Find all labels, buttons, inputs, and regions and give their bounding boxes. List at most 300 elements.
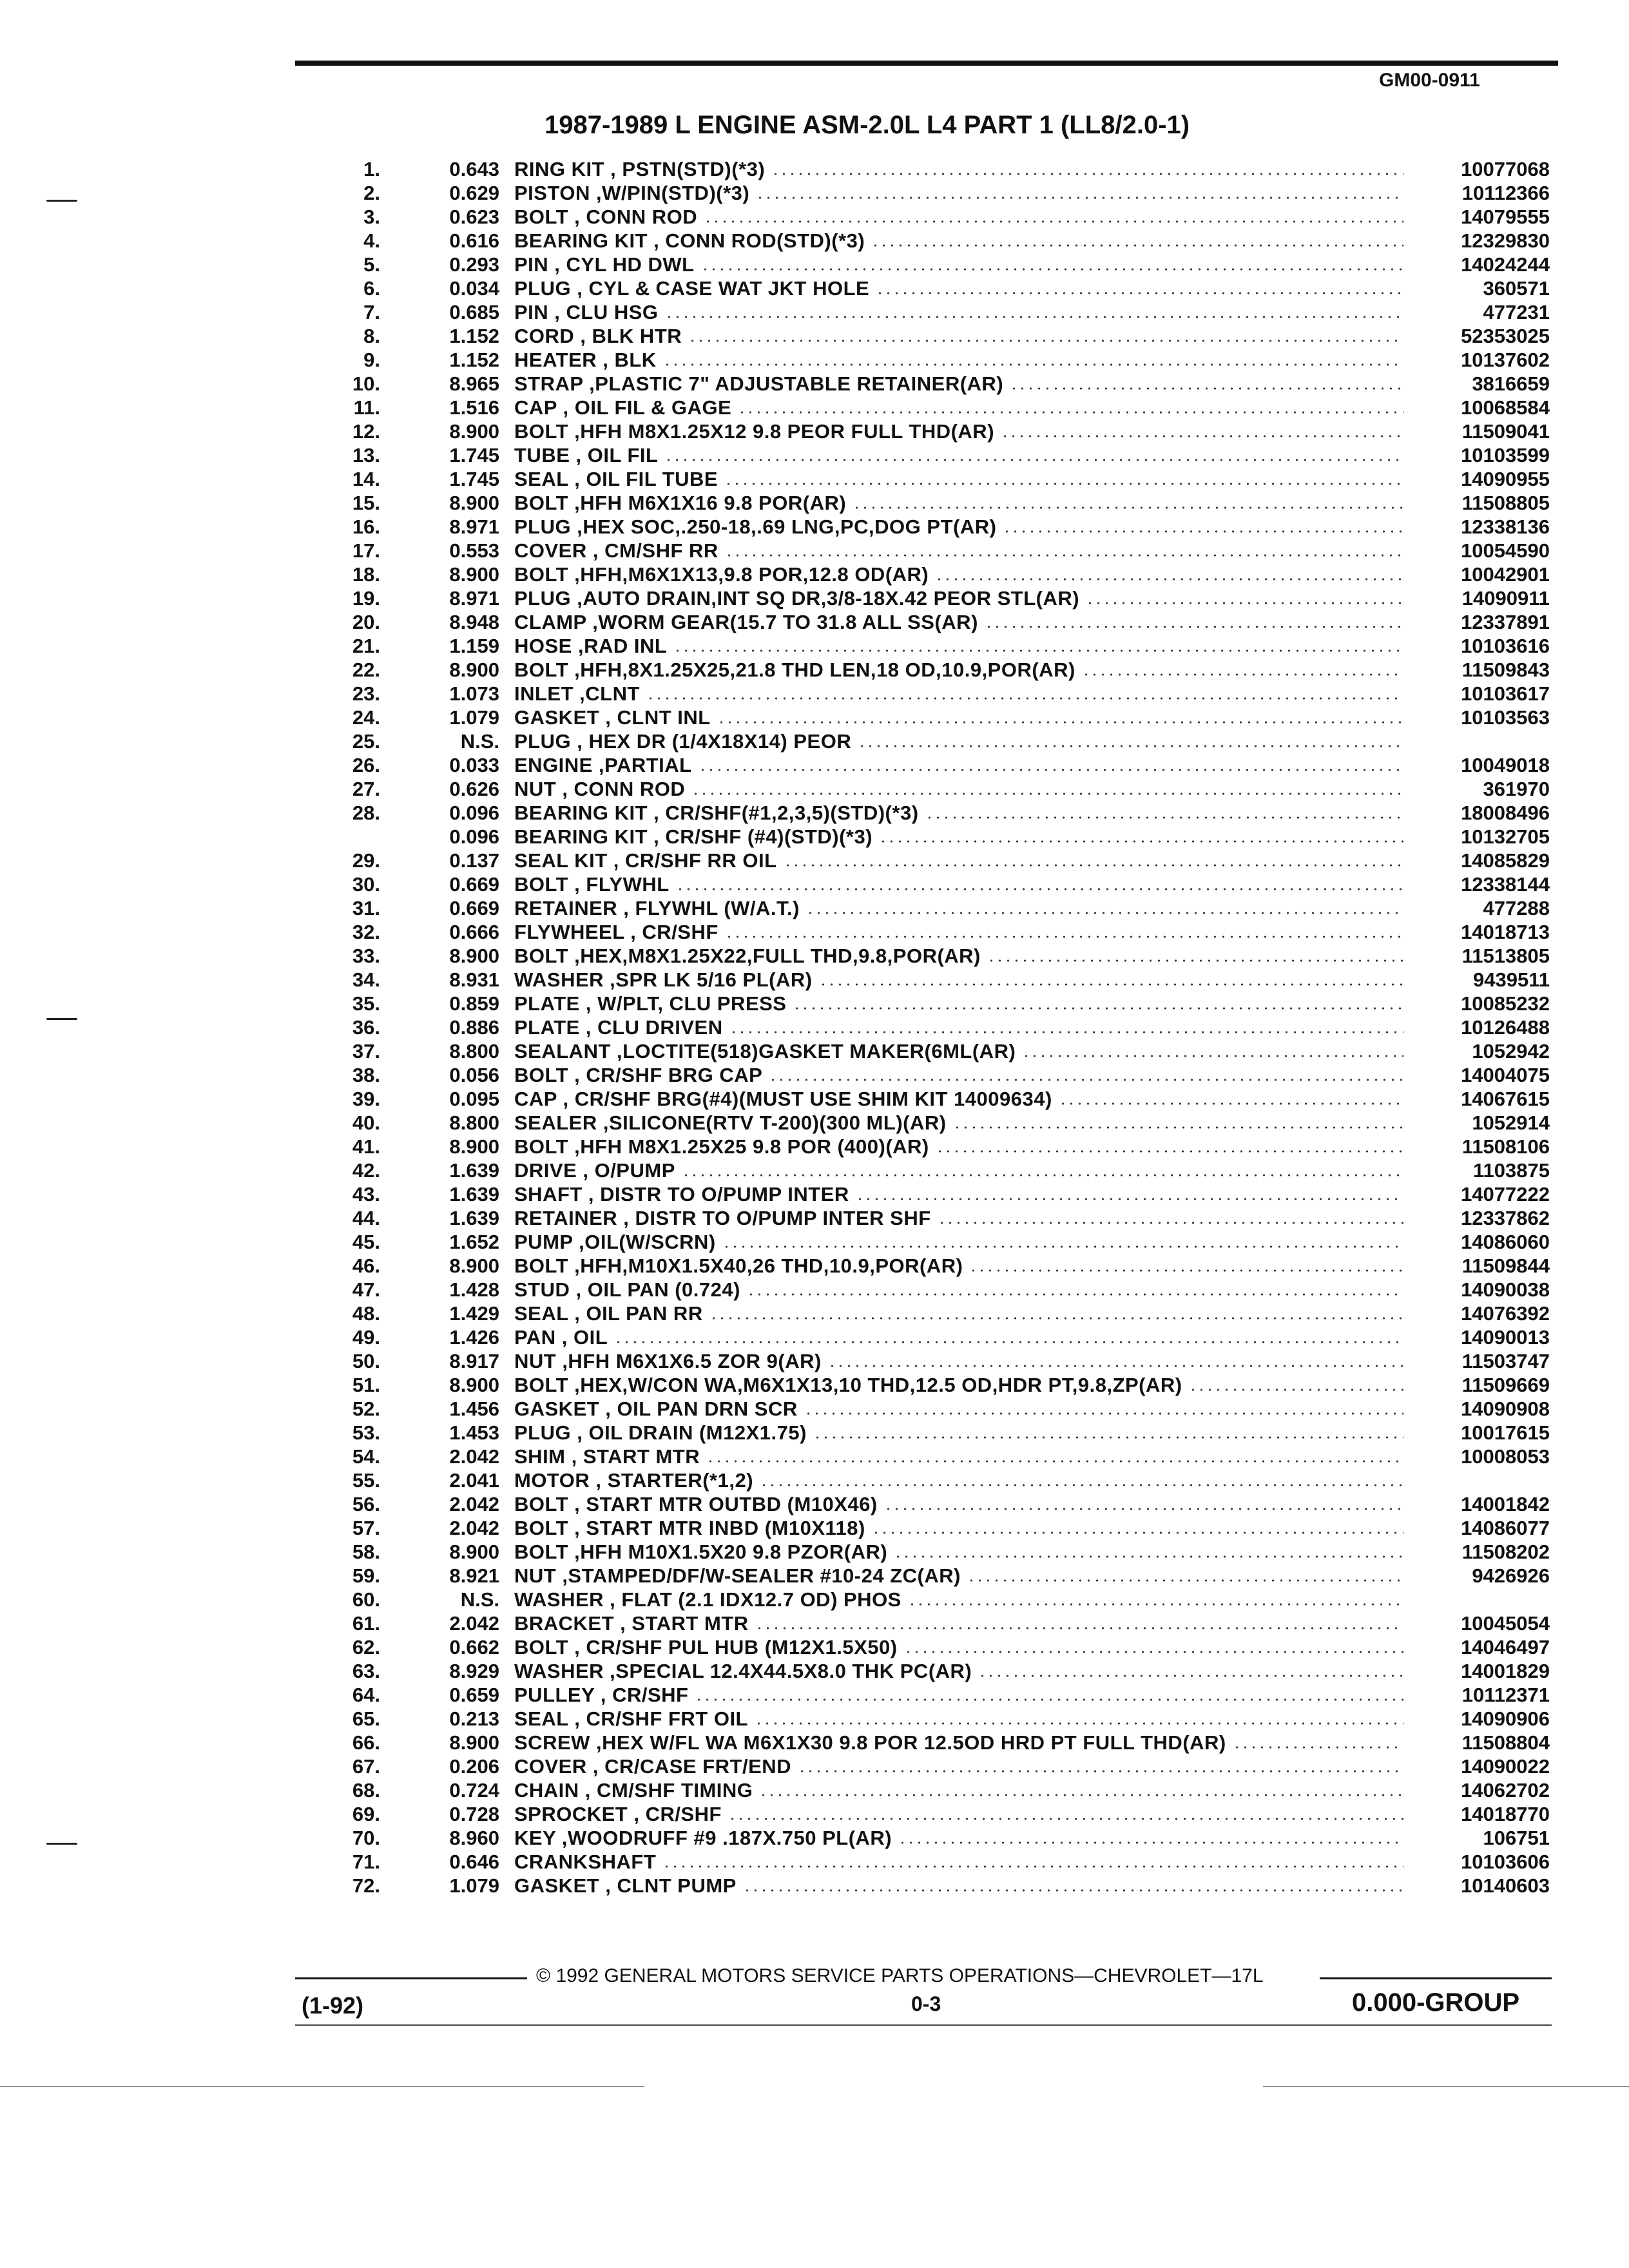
item-number: 64.: [352, 1684, 380, 1706]
description-cell: [514, 896, 1403, 920]
item-number: 42.: [352, 1159, 380, 1182]
dot-leader: [747, 1293, 1403, 1296]
part-description: SPROCKET , CR/SHF: [514, 1803, 722, 1825]
part-description: CORD , BLK HTR: [514, 325, 682, 347]
document-code: GM00-0911: [1379, 70, 1480, 91]
description-cell: [514, 491, 1403, 515]
illustration-ref: 0.666: [449, 921, 499, 943]
part-description: COVER , CM/SHF RR: [514, 539, 718, 562]
part-description: BOLT ,HFH M8X1.25X25 9.8 POR (400)(AR): [514, 1135, 929, 1158]
description-cell: [514, 1659, 1403, 1683]
description-cell: [514, 229, 1403, 253]
table-row: [0, 944, 1629, 968]
dot-leader: [743, 1888, 1403, 1892]
part-number: 14062702: [1461, 1779, 1550, 1802]
dot-leader: [729, 1030, 1403, 1034]
part-number: 10103606: [1461, 1850, 1550, 1873]
description-cell: [514, 1278, 1403, 1302]
description-cell: [514, 706, 1403, 729]
table-row: [0, 205, 1629, 229]
part-number: 14079555: [1461, 206, 1550, 228]
illustration-ref: 1.159: [449, 635, 499, 657]
part-description: PISTON ,W/PIN(STD)(*3): [514, 182, 750, 204]
description-cell: [514, 324, 1403, 348]
item-number: 44.: [352, 1207, 380, 1229]
part-description: STUD , OIL PAN (0.724): [514, 1278, 740, 1301]
part-number: 12338136: [1461, 515, 1550, 538]
dot-leader: [769, 1078, 1403, 1082]
dot-leader: [967, 1579, 1403, 1582]
dot-leader: [813, 1436, 1403, 1439]
dot-leader: [908, 1602, 1403, 1606]
table-row: [0, 467, 1629, 491]
item-number: 59.: [352, 1564, 380, 1587]
scan-artifact-line: [0, 2086, 644, 2087]
item-number: 43.: [352, 1183, 380, 1206]
item-number: 66.: [352, 1731, 380, 1754]
part-description: SHIM , START MTR: [514, 1445, 700, 1468]
item-number: 9.: [363, 349, 380, 371]
parts-list: [0, 157, 1629, 1898]
part-number: 14067615: [1461, 1088, 1550, 1110]
dot-leader: [759, 1793, 1403, 1797]
table-row: [0, 372, 1629, 396]
table-row: [0, 1802, 1629, 1826]
item-number: 56.: [352, 1493, 380, 1515]
part-number: 14024244: [1461, 253, 1550, 276]
dot-leader: [1010, 387, 1403, 390]
item-number: 4.: [363, 229, 380, 252]
dot-leader: [699, 768, 1403, 772]
illustration-ref: 0.213: [449, 1707, 499, 1730]
part-description: BOLT ,HFH,8X1.25X25,21.8 THD LEN,18 OD,10.9,POR(AR): [514, 658, 1075, 681]
item-number: 29.: [352, 849, 380, 872]
description-cell: [514, 1254, 1403, 1278]
description-cell: [514, 1349, 1403, 1373]
illustration-ref: 8.900: [449, 658, 499, 681]
description-cell: [514, 515, 1403, 539]
dot-leader: [884, 1507, 1403, 1511]
part-number: 14046497: [1461, 1636, 1550, 1658]
item-number: 3.: [363, 206, 380, 228]
dot-leader: [664, 458, 1403, 462]
table-row: [0, 1826, 1629, 1850]
part-number: 12337862: [1461, 1207, 1550, 1229]
item-number: 27.: [352, 778, 380, 800]
description-cell: [514, 872, 1403, 896]
illustration-ref: 1.745: [449, 444, 499, 466]
dot-leader: [894, 1555, 1403, 1559]
item-number: 13.: [352, 444, 380, 466]
illustration-ref: 8.948: [449, 611, 499, 633]
table-row: [0, 276, 1629, 300]
description-cell: [514, 562, 1403, 586]
dot-leader: [755, 1626, 1403, 1630]
part-number: 10103563: [1461, 706, 1550, 729]
dot-leader: [676, 887, 1403, 891]
table-row: [0, 1278, 1629, 1302]
part-description: SEAL , CR/SHF FRT OIL: [514, 1707, 748, 1730]
illustration-ref: 8.971: [449, 515, 499, 538]
table-row: [0, 992, 1629, 1015]
illustration-ref: 0.096: [449, 802, 499, 824]
part-number: 10126488: [1461, 1016, 1550, 1039]
table-row: [0, 1039, 1629, 1063]
dot-leader: [1003, 530, 1403, 533]
dot-leader: [688, 339, 1403, 343]
item-number: 10.: [352, 372, 380, 395]
part-number: 11508202: [1461, 1541, 1550, 1563]
part-number: 14001842: [1461, 1493, 1550, 1515]
table-row: [0, 968, 1629, 992]
part-description: NUT ,STAMPED/DF/W-SEALER #10-24 ZC(AR): [514, 1564, 961, 1587]
illustration-ref: 0.033: [449, 754, 499, 776]
description-cell: [514, 467, 1403, 491]
description-cell: [514, 944, 1403, 968]
illustration-ref: 0.034: [449, 277, 499, 300]
description-cell: [514, 1731, 1403, 1754]
scan-artifact-line: [1263, 2086, 1629, 2087]
part-number: 11508804: [1461, 1731, 1550, 1754]
part-number: 14018770: [1461, 1803, 1550, 1825]
description-cell: [514, 205, 1403, 229]
description-cell: [514, 920, 1403, 944]
illustration-ref: 0.553: [449, 539, 499, 562]
description-cell: [514, 1778, 1403, 1802]
part-number: 10140603: [1461, 1874, 1550, 1897]
part-number: 14090038: [1461, 1278, 1550, 1301]
item-number: 11.: [353, 396, 380, 419]
description-cell: [514, 539, 1403, 562]
table-row: [0, 253, 1629, 276]
dot-leader: [935, 577, 1403, 581]
description-cell: [514, 1850, 1403, 1874]
table-row: [0, 443, 1629, 467]
illustration-ref: 1.152: [449, 349, 499, 371]
part-number: 10068584: [1461, 396, 1550, 419]
part-description: PIN , CYL HD DWL: [514, 253, 695, 276]
item-number: 14.: [352, 468, 380, 490]
item-number: 47.: [352, 1278, 380, 1301]
dot-leader: [793, 1006, 1403, 1010]
part-number: 14090906: [1461, 1707, 1550, 1730]
part-description: HEATER , BLK: [514, 349, 657, 371]
part-number: 9439511: [1473, 968, 1550, 991]
part-description: BOLT , START MTR INBD (M10X118): [514, 1517, 865, 1539]
table-row: [0, 539, 1629, 562]
part-number: 14090955: [1461, 468, 1550, 490]
dot-leader: [872, 1531, 1403, 1535]
table-row: [0, 157, 1629, 181]
dot-leader: [828, 1364, 1403, 1368]
part-description: BEARING KIT , CR/SHF (#4)(STD)(*3): [514, 825, 873, 848]
part-number: 10103599: [1461, 444, 1550, 466]
item-number: 7.: [363, 301, 380, 323]
item-number: 26.: [352, 754, 380, 776]
description-cell: [514, 849, 1403, 872]
item-number: 41.: [352, 1135, 380, 1158]
item-number: 24.: [352, 706, 380, 729]
illustration-ref: 8.900: [449, 1731, 499, 1754]
item-number: 60.: [352, 1588, 380, 1611]
item-number: 45.: [352, 1231, 380, 1253]
group-label: 0.000-GROUP: [1352, 1988, 1520, 2017]
item-number: 36.: [352, 1016, 380, 1039]
dot-leader: [665, 315, 1403, 319]
illustration-ref: 0.685: [449, 301, 499, 323]
table-row: [0, 324, 1629, 348]
dot-leader: [938, 1221, 1403, 1225]
part-description: BEARING KIT , CONN ROD(STD)(*3): [514, 229, 865, 252]
description-cell: [514, 1421, 1403, 1445]
table-row: [0, 1492, 1629, 1516]
dot-leader: [985, 625, 1403, 629]
table-row: [0, 920, 1629, 944]
table-row: [0, 1397, 1629, 1421]
illustration-ref: 1.639: [449, 1207, 499, 1229]
table-row: [0, 396, 1629, 419]
part-description: CAP , CR/SHF BRG(#4)(MUST USE SHIM KIT 14009634): [514, 1088, 1052, 1110]
dot-leader: [704, 220, 1403, 224]
illustration-ref: 8.931: [449, 968, 499, 991]
part-description: BEARING KIT , CR/SHF(#1,2,3,5)(STD)(*3): [514, 802, 919, 824]
part-description: PIN , CLU HSG: [514, 301, 659, 323]
illustration-ref: 8.900: [449, 1254, 499, 1277]
table-row: [0, 777, 1629, 801]
table-row: [0, 658, 1629, 682]
dot-leader: [798, 1769, 1403, 1773]
item-number: 19.: [352, 587, 380, 610]
item-number: 52.: [352, 1398, 380, 1420]
description-cell: [514, 1015, 1403, 1039]
part-number: 14086060: [1461, 1231, 1550, 1253]
dot-leader: [755, 1722, 1403, 1725]
dot-leader: [804, 1412, 1403, 1416]
part-description: NUT ,HFH M6X1X6.5 ZOR 9(AR): [514, 1350, 822, 1372]
copyright-notice: © 1992 GENERAL MOTORS SERVICE PARTS OPERATIONS—CHEVROLET—17L: [536, 1965, 1264, 1986]
part-description: PLATE , CLU DRIVEN: [514, 1016, 723, 1039]
item-number: 72.: [352, 1874, 380, 1897]
part-number: 11509669: [1461, 1374, 1550, 1396]
dot-leader: [1086, 601, 1403, 605]
dot-leader: [925, 816, 1403, 820]
part-number: 11509041: [1461, 420, 1550, 443]
table-row: [0, 491, 1629, 515]
part-description: PLUG ,AUTO DRAIN,INT SQ DR,3/8-18X.42 PEOR STL(AR): [514, 587, 1080, 610]
dot-leader: [614, 1340, 1403, 1344]
illustration-ref: 8.900: [449, 563, 499, 586]
part-description: BOLT ,HFH,M10X1.5X40,26 THD,10.9,POR(AR): [514, 1254, 963, 1277]
item-number: 32.: [352, 921, 380, 943]
illustration-ref: 8.971: [449, 587, 499, 610]
table-row: [0, 229, 1629, 253]
description-cell: [514, 1754, 1403, 1778]
illustration-ref: 8.917: [449, 1350, 499, 1372]
description-cell: [514, 1397, 1403, 1421]
part-number: 14004075: [1461, 1064, 1550, 1086]
illustration-ref: 8.900: [449, 420, 499, 443]
table-row: [0, 1611, 1629, 1635]
dot-leader: [853, 506, 1403, 510]
part-description: PLUG ,HEX SOC,.250-18,.69 LNG,PC,DOG PT(AR): [514, 515, 997, 538]
item-number: 57.: [352, 1517, 380, 1539]
illustration-ref: 1.079: [449, 706, 499, 729]
description-cell: [514, 992, 1403, 1015]
part-number: 1052914: [1472, 1111, 1550, 1134]
part-description: INLET ,CLNT: [514, 682, 640, 705]
header-rule: [295, 61, 1558, 66]
item-number: 33.: [352, 945, 380, 967]
description-cell: [514, 825, 1403, 849]
description-cell: [514, 1874, 1403, 1898]
illustration-ref: 0.724: [449, 1779, 499, 1802]
dot-leader: [1189, 1388, 1403, 1392]
description-cell: [514, 348, 1403, 372]
part-description: SEAL , OIL PAN RR: [514, 1302, 703, 1325]
table-row: [0, 610, 1629, 634]
part-number: 11509843: [1461, 658, 1550, 681]
description-cell: [514, 1635, 1403, 1659]
table-row: [0, 1445, 1629, 1468]
part-description: PULLEY , CR/SHF: [514, 1684, 689, 1706]
part-description: RETAINER , DISTR TO O/PUMP INTER SHF: [514, 1207, 931, 1229]
illustration-ref: 1.453: [449, 1421, 499, 1444]
item-number: 70.: [352, 1827, 380, 1849]
table-row: [0, 1468, 1629, 1492]
part-number: 14018713: [1461, 921, 1550, 943]
footer-rule-left: [295, 1977, 527, 1979]
part-number: 14085829: [1461, 849, 1550, 872]
part-number: 360571: [1483, 277, 1550, 300]
part-number: 11508106: [1461, 1135, 1550, 1158]
part-description: PLUG , OIL DRAIN (M12X1.75): [514, 1421, 807, 1444]
item-number: 22.: [352, 658, 380, 681]
part-description: PUMP ,OIL(W/SCRN): [514, 1231, 716, 1253]
description-cell: [514, 1230, 1403, 1254]
illustration-ref: 1.516: [449, 396, 499, 419]
item-number: 49.: [352, 1326, 380, 1349]
part-number: 14086077: [1461, 1517, 1550, 1539]
item-number: 25.: [352, 730, 380, 753]
part-number: 106751: [1483, 1827, 1550, 1849]
item-number: 50.: [352, 1350, 380, 1372]
part-number: 10008053: [1461, 1445, 1550, 1468]
table-row: [0, 801, 1629, 825]
dot-leader: [978, 1674, 1403, 1678]
item-number: 16.: [352, 515, 380, 538]
item-number: 51.: [352, 1374, 380, 1396]
part-description: SEAL KIT , CR/SHF RR OIL: [514, 849, 777, 872]
part-number: 18008496: [1461, 802, 1550, 824]
illustration-ref: 1.429: [449, 1302, 499, 1325]
illustration-ref: 0.206: [449, 1755, 499, 1778]
part-description: BOLT , CR/SHF PUL HUB (M12X1.5X50): [514, 1636, 898, 1658]
table-row: [0, 1111, 1629, 1135]
description-cell: [514, 1063, 1403, 1087]
part-description: BOLT ,HFH M10X1.5X20 9.8 PZOR(AR): [514, 1541, 888, 1563]
dot-leader: [898, 1841, 1403, 1845]
description-cell: [514, 253, 1403, 276]
illustration-ref: 8.900: [449, 492, 499, 514]
part-description: HOSE ,RAD INL: [514, 635, 668, 657]
illustration-ref: 0.137: [449, 849, 499, 872]
dot-leader: [691, 792, 1403, 796]
part-description: BOLT , CR/SHF BRG CAP: [514, 1064, 763, 1086]
table-row: [0, 1635, 1629, 1659]
part-number: 477231: [1483, 301, 1550, 323]
item-number: 28.: [352, 802, 380, 824]
illustration-ref: 1.456: [449, 1398, 499, 1420]
dot-leader: [1082, 673, 1403, 677]
part-description: BOLT ,HFH,M6X1X13,9.8 POR,12.8 OD(AR): [514, 563, 929, 586]
item-number: 71.: [352, 1850, 380, 1873]
part-number: 52353025: [1461, 325, 1550, 347]
description-cell: [514, 1039, 1403, 1063]
part-description: WASHER ,SPECIAL 12.4X44.5X8.0 THK PC(AR): [514, 1660, 972, 1682]
part-number: 12337891: [1461, 611, 1550, 633]
description-cell: [514, 1516, 1403, 1540]
revision-date: (1-92): [302, 1992, 364, 2019]
table-row: [0, 1659, 1629, 1683]
description-cell: [514, 658, 1403, 682]
item-number: 35.: [352, 992, 380, 1015]
table-row: [0, 1158, 1629, 1182]
illustration-ref: 0.623: [449, 206, 499, 228]
illustration-ref: 1.639: [449, 1159, 499, 1182]
table-row: [0, 300, 1629, 324]
dot-leader: [709, 1316, 1403, 1320]
dot-leader: [724, 482, 1403, 486]
description-cell: [514, 1445, 1403, 1468]
dot-leader: [722, 1245, 1403, 1249]
part-description: PLUG , HEX DR (1/4X18X14) PEOR: [514, 730, 852, 753]
description-cell: [514, 1111, 1403, 1135]
item-number: 48.: [352, 1302, 380, 1325]
item-number: 2.: [363, 182, 380, 204]
dot-leader: [701, 267, 1403, 271]
table-row: [0, 515, 1629, 539]
part-description: BRACKET , START MTR: [514, 1612, 749, 1635]
part-description: GASKET , OIL PAN DRN SCR: [514, 1398, 798, 1420]
item-number: 1.: [363, 158, 380, 180]
item-number: 34.: [352, 968, 380, 991]
table-row: [0, 729, 1629, 753]
dot-leader: [904, 1650, 1403, 1654]
description-cell: [514, 276, 1403, 300]
part-description: BOLT , CONN ROD: [514, 206, 698, 228]
item-number: 58.: [352, 1541, 380, 1563]
dot-leader: [673, 649, 1403, 653]
illustration-ref: 1.652: [449, 1231, 499, 1253]
dot-leader: [1001, 434, 1403, 438]
illustration-ref: 1.426: [449, 1326, 499, 1349]
description-cell: [514, 1373, 1403, 1397]
table-row: [0, 562, 1629, 586]
illustration-ref: 2.041: [449, 1469, 499, 1492]
description-cell: [514, 419, 1403, 443]
description-cell: [514, 729, 1403, 753]
part-description: SCREW ,HEX W/FL WA M6X1X30 9.8 POR 12.5OD HRD PT FULL THD(AR): [514, 1731, 1226, 1754]
illustration-ref: 2.042: [449, 1517, 499, 1539]
dot-leader: [725, 935, 1403, 939]
description-cell: [514, 1087, 1403, 1111]
item-number: 23.: [352, 682, 380, 705]
illustration-ref: 2.042: [449, 1493, 499, 1515]
illustration-ref: N.S.: [460, 730, 499, 753]
dot-leader: [936, 1149, 1403, 1153]
description-cell: [514, 1826, 1403, 1850]
item-number: 5.: [363, 253, 380, 276]
